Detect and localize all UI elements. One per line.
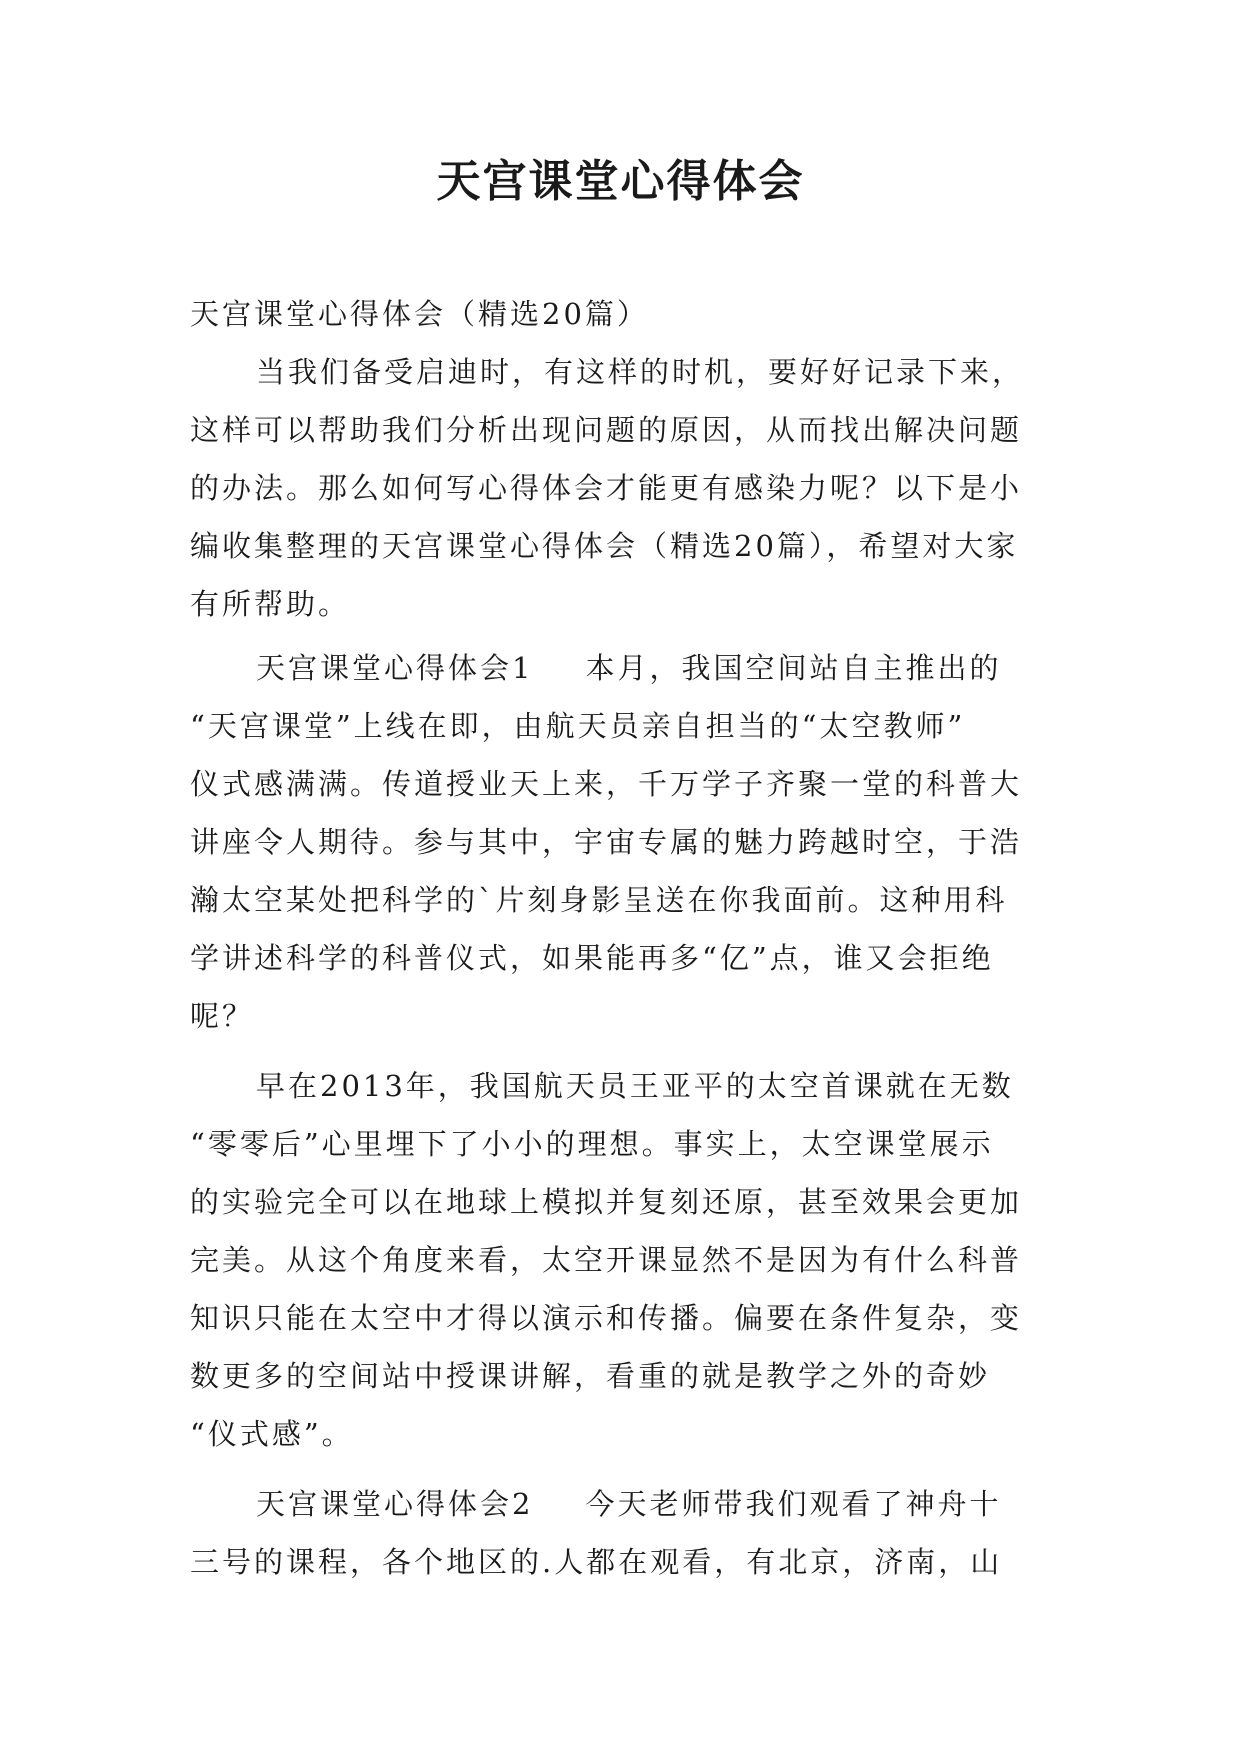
document-subtitle: 天宫课堂心得体会（精选20篇） (190, 297, 649, 331)
paragraph-line: 数更多的空间站中授课讲解，看重的就是教学之外的奇妙 (190, 1359, 991, 1393)
section-heading: 天宫课堂心得体会1 (256, 651, 534, 685)
section-first-line (190, 1475, 1070, 1533)
paragraph-line: 三号的课程，各个地区的.人都在观看，有北京，济南，山 (190, 1545, 1003, 1579)
section-2 (190, 1475, 1070, 1591)
paragraph-line: 完美。从这个角度来看，太空开课显然不是因为有什么科普 (190, 1243, 1023, 1277)
paragraph-2 (190, 1057, 1070, 1463)
section-1 (190, 639, 1070, 1045)
paragraph-line: “仪式感”。 (190, 1417, 354, 1451)
intro-paragraph (190, 343, 1070, 633)
paragraph-line: 的实验完全可以在地球上模拟并复刻还原，甚至效果会更加 (190, 1185, 1023, 1219)
paragraph-line: 瀚太空某处把科学的`片刻身影呈送在你我面前。这种用科 (190, 883, 1008, 917)
paragraph-line: 这样可以帮助我们分析出现问题的原因，从而找出解决问题 (190, 413, 1023, 447)
paragraph-line: 有所帮助。 (190, 587, 351, 621)
paragraph-line: 当我们备受启迪时，有这样的时机，要好好记录下来， (256, 355, 1025, 389)
paragraph-line: 讲座令人期待。参与其中，宇宙专属的魅力跨越时空，于浩 (190, 825, 1023, 859)
paragraph-line: 仪式感满满。传道授业天上来，千万学子齐聚一堂的科普大 (190, 767, 1023, 801)
paragraph-line: 的办法。那么如何写心得体会才能更有感染力呢？以下是小 (190, 471, 1023, 505)
paragraph-line: “零零后”心里埋下了小小的理想。事实上，太空课堂展示 (190, 1127, 994, 1161)
paragraph-text: 今天老师带我们观看了神舟十 (585, 1487, 1002, 1521)
paragraph-line: 编收集整理的天宫课堂心得体会（精选20篇），希望对大家 (190, 529, 1019, 563)
paragraph-line: 学讲述科学的科普仪式，如果能再多“亿”点，谁又会拒绝 (190, 941, 994, 975)
document-body (190, 285, 1070, 1591)
paragraph-line: 呢？ (190, 999, 255, 1033)
paragraph-line: “天宫课堂”上线在即，由航天员亲自担当的“太空教师” (190, 709, 966, 743)
paragraph-line: 早在2013年，我国航天员王亚平的太空首课就在无数 (256, 1069, 1014, 1103)
paragraph-text: 本月，我国空间站自主推出的 (585, 651, 1002, 685)
document-title: 天宫课堂心得体会 (436, 156, 805, 207)
paragraph-line: 知识只能在太空中才得以演示和传播。偏要在条件复杂，变 (190, 1301, 1023, 1335)
section-first-line (190, 639, 1070, 697)
section-heading: 天宫课堂心得体会2 (256, 1487, 534, 1521)
